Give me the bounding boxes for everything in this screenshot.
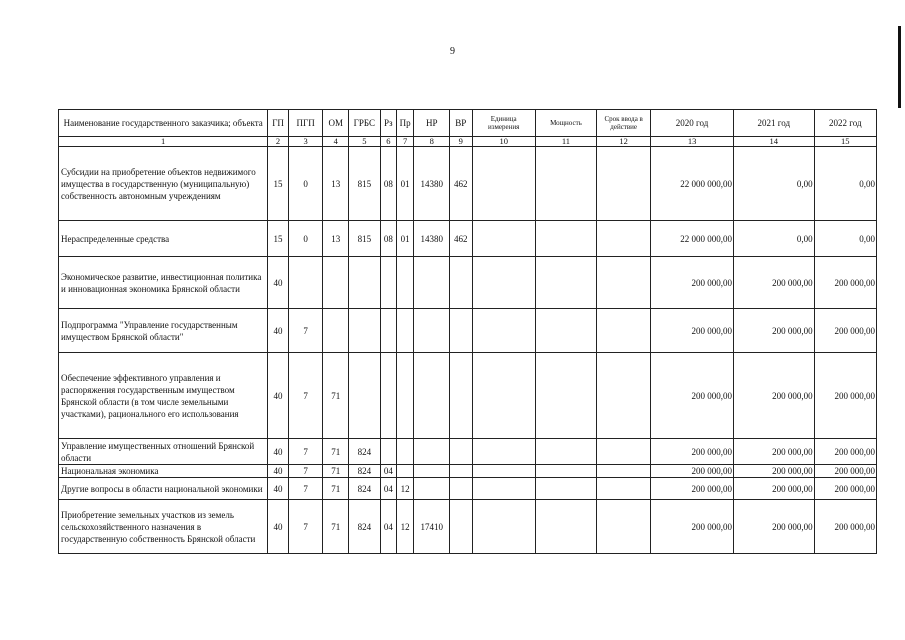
code-cell — [396, 257, 413, 309]
code-cell — [597, 147, 651, 221]
column-number-cell: 4 — [323, 137, 349, 147]
code-cell — [472, 353, 535, 439]
header-cell: 2022 год — [814, 110, 876, 137]
code-cell — [288, 257, 323, 309]
code-cell — [450, 478, 472, 500]
code-cell: 824 — [349, 500, 381, 554]
code-cell: 71 — [323, 353, 349, 439]
header-cell: Пр — [396, 110, 413, 137]
amount-cell: 200 000,00 — [814, 500, 876, 554]
code-cell: 01 — [396, 221, 413, 257]
header-cell: ПГП — [288, 110, 323, 137]
code-cell: 7 — [288, 353, 323, 439]
code-cell: 71 — [323, 478, 349, 500]
amount-cell: 22 000 000,00 — [651, 147, 734, 221]
table-row — [59, 309, 877, 353]
page-edge-bar — [898, 26, 901, 108]
code-cell — [597, 478, 651, 500]
column-number-cell: 2 — [268, 137, 288, 147]
code-cell — [472, 439, 535, 465]
row-name-cell: Управление имущественных отношений Брянской области — [59, 439, 268, 465]
code-cell — [450, 439, 472, 465]
code-cell: 15 — [268, 147, 288, 221]
code-cell: 12 — [396, 500, 413, 554]
code-cell — [380, 309, 396, 353]
code-cell — [472, 221, 535, 257]
code-cell — [380, 439, 396, 465]
code-cell — [535, 221, 596, 257]
code-cell — [535, 147, 596, 221]
code-cell — [472, 478, 535, 500]
amount-cell: 22 000 000,00 — [651, 221, 734, 257]
header-cell: Мощность — [535, 110, 596, 137]
header-cell: 2020 год — [651, 110, 734, 137]
amount-cell: 0,00 — [814, 221, 876, 257]
table-row — [59, 221, 877, 257]
code-cell — [472, 257, 535, 309]
column-number-cell: 9 — [450, 137, 472, 147]
code-cell — [414, 439, 450, 465]
header-cell: Наименование государственного заказчика; объекта — [59, 110, 268, 137]
header-cell: Единица измерения — [472, 110, 535, 137]
code-cell: 13 — [323, 147, 349, 221]
amount-cell: 200 000,00 — [814, 309, 876, 353]
code-cell — [597, 353, 651, 439]
column-number-cell: 6 — [380, 137, 396, 147]
table-row — [59, 353, 877, 439]
header-cell: 2021 год — [733, 110, 814, 137]
amount-cell: 200 000,00 — [733, 309, 814, 353]
code-cell — [535, 465, 596, 478]
code-cell — [323, 309, 349, 353]
code-cell — [535, 500, 596, 554]
header-cell: ВР — [450, 110, 472, 137]
code-cell — [414, 353, 450, 439]
budget-table — [58, 109, 877, 554]
code-cell — [396, 309, 413, 353]
code-cell — [349, 257, 381, 309]
amount-cell: 200 000,00 — [651, 465, 734, 478]
table-header-row — [59, 110, 877, 137]
code-cell: 824 — [349, 465, 381, 478]
code-cell: 40 — [268, 257, 288, 309]
code-cell — [380, 353, 396, 439]
code-cell — [414, 257, 450, 309]
code-cell: 01 — [396, 147, 413, 221]
code-cell — [349, 309, 381, 353]
code-cell: 12 — [396, 478, 413, 500]
code-cell — [472, 500, 535, 554]
code-cell: 04 — [380, 478, 396, 500]
code-cell: 462 — [450, 221, 472, 257]
code-cell — [450, 500, 472, 554]
code-cell — [597, 439, 651, 465]
code-cell: 40 — [268, 465, 288, 478]
header-cell: Рз — [380, 110, 396, 137]
code-cell: 08 — [380, 221, 396, 257]
amount-cell: 200 000,00 — [733, 500, 814, 554]
column-number-cell: 1 — [59, 137, 268, 147]
code-cell: 40 — [268, 439, 288, 465]
column-number-cell: 12 — [597, 137, 651, 147]
code-cell — [472, 465, 535, 478]
row-name-cell: Другие вопросы в области национальной экономики — [59, 478, 268, 500]
code-cell: 04 — [380, 500, 396, 554]
code-cell — [396, 439, 413, 465]
code-cell — [323, 257, 349, 309]
code-cell: 71 — [323, 465, 349, 478]
code-cell — [450, 257, 472, 309]
header-cell: ОМ — [323, 110, 349, 137]
code-cell: 815 — [349, 221, 381, 257]
row-name-cell: Подпрограмма "Управление государственным имуществом Брянской области" — [59, 309, 268, 353]
column-number-cell: 7 — [396, 137, 413, 147]
code-cell — [535, 353, 596, 439]
amount-cell: 200 000,00 — [814, 465, 876, 478]
code-cell — [396, 353, 413, 439]
code-cell: 71 — [323, 439, 349, 465]
code-cell — [414, 309, 450, 353]
amount-cell: 200 000,00 — [651, 478, 734, 500]
code-cell — [349, 353, 381, 439]
table-row — [59, 147, 877, 221]
amount-cell: 200 000,00 — [733, 465, 814, 478]
column-number-cell: 10 — [472, 137, 535, 147]
amount-cell: 200 000,00 — [814, 439, 876, 465]
code-cell — [535, 439, 596, 465]
code-cell: 7 — [288, 465, 323, 478]
header-cell: ГРБС — [349, 110, 381, 137]
amount-cell: 200 000,00 — [814, 478, 876, 500]
code-cell: 08 — [380, 147, 396, 221]
code-cell: 40 — [268, 353, 288, 439]
amount-cell: 200 000,00 — [651, 309, 734, 353]
page-number: 9 — [450, 46, 455, 57]
code-cell — [414, 465, 450, 478]
code-cell — [450, 465, 472, 478]
code-cell: 40 — [268, 500, 288, 554]
amount-cell: 0,00 — [814, 147, 876, 221]
code-cell: 0 — [288, 147, 323, 221]
column-number-cell: 13 — [651, 137, 734, 147]
code-cell — [597, 500, 651, 554]
header-cell: НР — [414, 110, 450, 137]
code-cell — [535, 257, 596, 309]
amount-cell: 200 000,00 — [651, 353, 734, 439]
code-cell — [450, 309, 472, 353]
code-cell: 815 — [349, 147, 381, 221]
code-cell — [535, 478, 596, 500]
code-cell: 7 — [288, 478, 323, 500]
column-number-cell: 15 — [814, 137, 876, 147]
code-cell: 15 — [268, 221, 288, 257]
amount-cell: 200 000,00 — [733, 353, 814, 439]
amount-cell: 200 000,00 — [733, 439, 814, 465]
code-cell — [472, 147, 535, 221]
code-cell: 7 — [288, 439, 323, 465]
amount-cell: 200 000,00 — [733, 257, 814, 309]
amount-cell: 200 000,00 — [651, 439, 734, 465]
row-name-cell: Субсидии на приобретение объектов недвижимого имущества в государственную (муниципальную) собственность автономным учреждениям — [59, 147, 268, 221]
table-row — [59, 257, 877, 309]
amount-cell: 200 000,00 — [814, 353, 876, 439]
column-number-cell: 11 — [535, 137, 596, 147]
code-cell — [597, 257, 651, 309]
code-cell — [535, 309, 596, 353]
code-cell — [396, 465, 413, 478]
amount-cell: 0,00 — [733, 221, 814, 257]
amount-cell: 0,00 — [733, 147, 814, 221]
code-cell: 14380 — [414, 147, 450, 221]
code-cell: 13 — [323, 221, 349, 257]
code-cell: 0 — [288, 221, 323, 257]
code-cell: 04 — [380, 465, 396, 478]
code-cell — [414, 478, 450, 500]
code-cell: 17410 — [414, 500, 450, 554]
amount-cell: 200 000,00 — [733, 478, 814, 500]
code-cell: 7 — [288, 500, 323, 554]
code-cell: 40 — [268, 309, 288, 353]
code-cell: 824 — [349, 439, 381, 465]
code-cell — [597, 465, 651, 478]
table-row — [59, 500, 877, 554]
code-cell: 462 — [450, 147, 472, 221]
header-cell: ГП — [268, 110, 288, 137]
table-row — [59, 478, 877, 500]
code-cell — [597, 309, 651, 353]
amount-cell: 200 000,00 — [651, 500, 734, 554]
column-number-cell: 14 — [733, 137, 814, 147]
header-cell: Срок ввода в действие — [597, 110, 651, 137]
code-cell: 14380 — [414, 221, 450, 257]
code-cell: 40 — [268, 478, 288, 500]
column-number-cell: 3 — [288, 137, 323, 147]
column-number-cell: 8 — [414, 137, 450, 147]
code-cell — [472, 309, 535, 353]
code-cell — [380, 257, 396, 309]
row-name-cell: Приобретение земельных участков из земель сельскохозяйственного назначения в государственную собственность Брянской области — [59, 500, 268, 554]
row-name-cell: Нераспределенные средства — [59, 221, 268, 257]
code-cell: 824 — [349, 478, 381, 500]
column-number-cell: 5 — [349, 137, 381, 147]
amount-cell: 200 000,00 — [814, 257, 876, 309]
code-cell — [597, 221, 651, 257]
row-name-cell: Обеспечение эффективного управления и распоряжения государственным имуществом Брянской области (в том числе земельными участками), рационального его использования — [59, 353, 268, 439]
amount-cell: 200 000,00 — [651, 257, 734, 309]
code-cell: 7 — [288, 309, 323, 353]
code-cell — [450, 353, 472, 439]
table-row — [59, 439, 877, 465]
code-cell: 71 — [323, 500, 349, 554]
row-name-cell: Экономическое развитие, инвестиционная политика и инновационная экономика Брянской области — [59, 257, 268, 309]
column-number-row — [59, 137, 877, 147]
row-name-cell: Национальная экономика — [59, 465, 268, 478]
table-row — [59, 465, 877, 478]
